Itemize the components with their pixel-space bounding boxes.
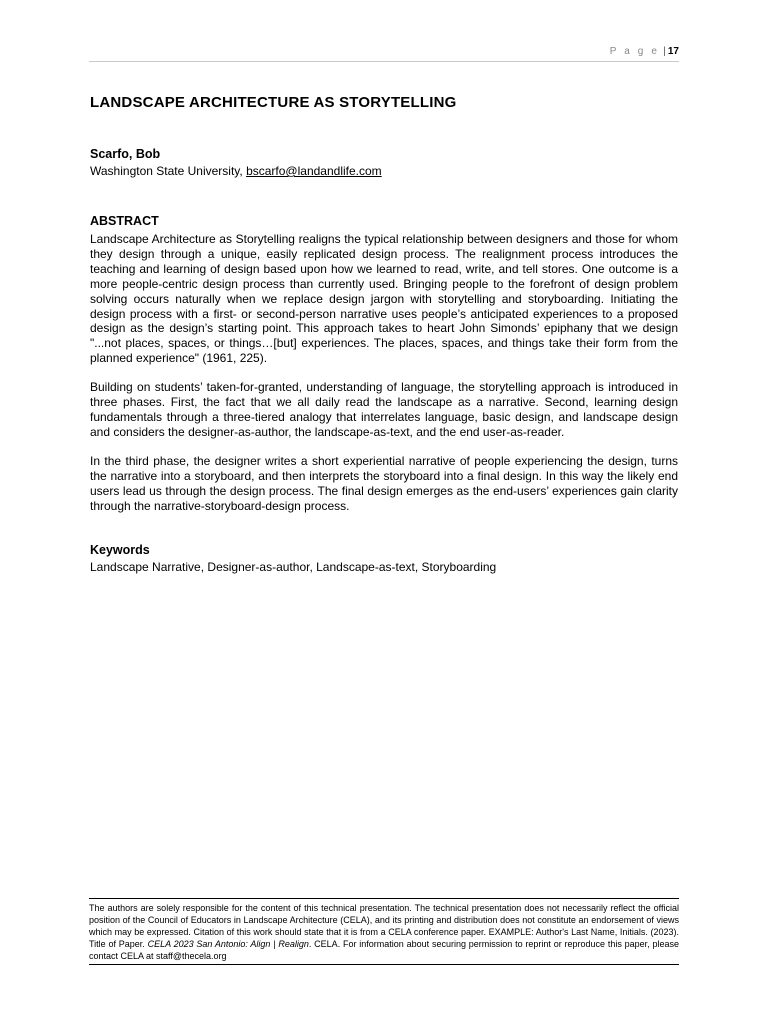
header-rule [89, 61, 679, 62]
page-header [610, 46, 679, 57]
page-separator: | [663, 46, 666, 57]
footnote-part-1: The authors are solely responsible for the content of this technical presentation. The technical presentation does not necessarily reflect the official position of the Council of Educators in Landscape Architecture (CELA), and its printing and distribution does not constitute an endorsement of views which may be expressed. Citation of this work should state that it is from a CELA conference paper. EXAMPLE: Author's Last Name, Initials. (2023). Title of Paper. [89, 903, 679, 950]
footnote-disclaimer [89, 898, 679, 965]
footnote-conference-title: CELA 2023 San Antonio: Align | Realign [147, 939, 309, 950]
affiliation-text: Washington State University, [90, 164, 247, 178]
paper-title: LANDSCAPE ARCHITECTURE AS STORYTELLING [90, 94, 457, 111]
footnote-text [89, 902, 679, 962]
footnote-part-2: . CELA. For information about securing permission to reprint or reproduce this paper, please contact CELA at staff@thecela.org [89, 939, 679, 962]
page-label: P a g e [609, 46, 660, 57]
abstract-paragraph-1: Landscape Architecture as Storytelling realigns the typical relationship between designers and those for whom they design through a unique, easily replicated design process. The realignment process introduces the teaching and learning of design based upon how we learned to read, write, and tell stores. One outcome is a more people-centric design process than currently used. Bringing people to the forefront of design problem solving occurs naturally when we replace design jargon with storytelling and storyboarding. Initiating the design process with a first- or second-person narrative uses people’s anticipated experiences to a proposed design as the design’s starting point. This approach takes to heart John Simonds’ epiphany that we design "...not places, spaces, or things…[but] experiences. The places, spaces, and things take their form from the planned experience" (1961, 225). [90, 232, 678, 366]
keywords-heading: Keywords [90, 543, 150, 557]
author-affiliation [90, 164, 382, 178]
abstract-heading: ABSTRACT [90, 214, 159, 228]
author-email-link[interactable]: bscarfo@landandlife.com [246, 164, 382, 178]
author-name: Scarfo, Bob [90, 147, 161, 161]
keywords-text: Landscape Narrative, Designer-as-author, Landscape-as-text, Storyboarding [90, 560, 497, 574]
page-number: 17 [667, 46, 679, 57]
abstract-paragraph-3: In the third phase, the designer writes a short experiential narrative of people experiencing the design, turns the narrative into a storyboard, and then interprets the storyboard into a final design. In this way the likely end users lead us through the design process. The final design emerges as the end-users’ experiences gain clarity through the narrative-storyboard-design process. [90, 454, 678, 513]
abstract-paragraph-2: Building on students’ taken-for-granted, understanding of language, the storytelling approach is introduced in three phases. First, the fact that we all daily read the landscape as a narrative. Second, learning design fundamentals through a three-tiered analogy that interrelates language, basic design, and landscape design and considers the designer-as-author, the landscape-as-text, and the end user-as-reader. [90, 380, 678, 439]
